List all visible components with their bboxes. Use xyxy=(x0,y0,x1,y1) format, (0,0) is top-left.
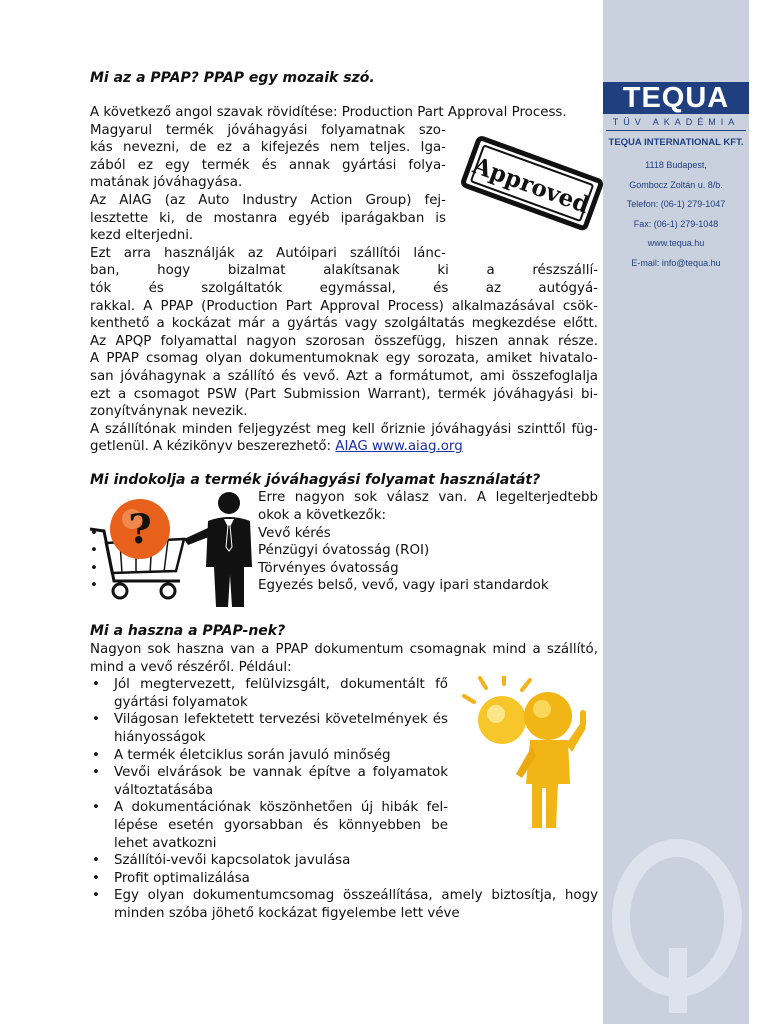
list-item: • Vevő kérés xyxy=(90,525,598,543)
reasons-line-2: okok a következők: xyxy=(258,508,387,524)
wrap-line-7: kezd elterjedni. xyxy=(90,228,194,244)
list-item: • Pénzügyi óvatosság (ROI) xyxy=(90,542,598,560)
section3-intro: Nagyon sok haszna van a PPAP dokumentum csomagnak mind a szállító, mind a vevő részéről. Például: xyxy=(90,642,598,675)
list-item: • Szállítói-vevői kapcsolatok javulása xyxy=(90,852,598,870)
full-line-5: san jóváhagynak a szállító és vevő. Azt a formátumot, ami összefoglalja xyxy=(90,368,598,384)
list-item: • A termék életciklus során javuló minőség xyxy=(90,747,598,765)
wrap-line-1: Magyarul termék jóváhagyási folyamatnak szo- xyxy=(90,122,446,138)
address-street: Gombocz Zoltán u. 8/b. xyxy=(629,179,723,190)
logo-subtitle: TÜV AKADÉMIA xyxy=(612,117,740,127)
wrap-line-3: zából ez egy termék és annak gyártási folya- xyxy=(90,157,446,173)
full-line-7: zonyítványnak nevezik. xyxy=(90,404,248,420)
full-line-9 xyxy=(90,438,598,456)
phone: Telefon: (06-1) 279-1047 xyxy=(626,199,726,210)
section2-heading: Mi indokolja a termék jóváhagyási folyamat használatát? xyxy=(90,471,541,488)
logo-divider xyxy=(606,130,746,131)
list-item: • A dokumentációnak köszönhetően új hibák fel-lépése esetén gyorsabban és könnyebben be lehet avatkozni xyxy=(90,799,598,852)
contact-block xyxy=(603,156,749,274)
full-line-2: kenthető a kockázat már a gyártás vagy szolgáltatás megkezdése előtt. xyxy=(90,316,598,332)
wrap-line-8: Ezt arra használják az Autóipari szállítói lánc- xyxy=(90,245,446,261)
full-line-1: rakkal. A PPAP (Production Part Approval Process) alkalmazásával csök- xyxy=(90,298,598,314)
list-item: • Egyezés belső, vevő, vagy ipari standardok xyxy=(90,577,598,595)
list-item: • Vevői elvárások be vannak építve a folyamatok változtatásába xyxy=(90,764,598,799)
list-item: • Jól megtervezett, felülvizsgált, dokumentált fő gyártási folyamatok xyxy=(90,676,598,711)
wrap-line-9: ban, hogy bizalmat alakítsanak ki a részszállí- xyxy=(90,263,598,279)
reasons-list xyxy=(90,525,598,595)
document-body xyxy=(90,70,598,923)
list-item: • Törvényes óvatosság xyxy=(90,560,598,578)
approved-stamp-image xyxy=(452,124,610,248)
sidebar xyxy=(603,0,749,1024)
section1-heading: Mi az a PPAP? PPAP egy mozaik szó. xyxy=(90,70,375,86)
section1-intro: A következő angol szavak rövidítése: Production Part Approval Process. xyxy=(90,105,567,120)
benefits-list xyxy=(90,676,598,922)
question-mark: ? xyxy=(128,506,152,554)
full-line-8: A szállítónak minden feljegyzést meg kell őriznie jóváhagyási szinttől füg- xyxy=(90,421,598,437)
full-line-4: A PPAP csomag olyan dokumentumoknak egy sorozata, amiket hivatalo- xyxy=(90,351,598,367)
section3-heading: Mi a haszna a PPAP-nek? xyxy=(90,623,286,640)
email-link[interactable]: E-mail: info@tequa.hu xyxy=(631,257,721,268)
wrap-line-6: lesztette ki, de mostanra egyéb iparágakban is xyxy=(90,210,446,226)
full-line-6: ezt a csomagot PSW (Part Submission Warrant), termék jóváhagyási bi- xyxy=(90,386,598,402)
stamp-text: Approved xyxy=(469,151,593,219)
full-line-3: Az APQP folyamattal nagyon szorosan összefügg, hiszen annak része. xyxy=(90,333,598,349)
wrap-line-10: tók és szolgáltatók egymással, és az autógyá- xyxy=(90,280,598,296)
list-item: • Világosan lefektetett tervezési követelmények és hiányosságok xyxy=(90,711,598,746)
address-city: 1118 Budapest, xyxy=(645,160,707,170)
q-watermark xyxy=(611,838,743,1013)
list-item: • Profit optimalizálása xyxy=(90,870,598,888)
list-item: • Egy olyan dokumentumcsomag összeállítása, amely biztosítja, hogy minden szóba jöhető kockázat figyelembe lett véve xyxy=(90,887,598,922)
company-logo: TEQUA xyxy=(603,82,749,114)
wrap-line-4: matának jóváhagyása. xyxy=(90,175,243,191)
manual-text: getlenül. A kézikönyv beszerezhető: xyxy=(90,439,336,455)
aiag-link[interactable]: AIAG www.aiag.org xyxy=(335,439,463,455)
wrap-line-5: Az AIAG (az Auto Industry Action Group) fej- xyxy=(90,192,446,208)
company-name: TEQUA INTERNATIONAL KFT. xyxy=(608,137,744,148)
reasons-line-1: Erre nagyon sok válasz van. A legelterjedtebb xyxy=(258,490,598,506)
fax: Fax: (06-1) 279-1048 xyxy=(633,218,719,229)
website-link[interactable]: www.tequa.hu xyxy=(647,238,705,249)
wrap-line-2: kás nevezni, de ez a kifejezés nem teljes. Iga- xyxy=(90,140,446,156)
